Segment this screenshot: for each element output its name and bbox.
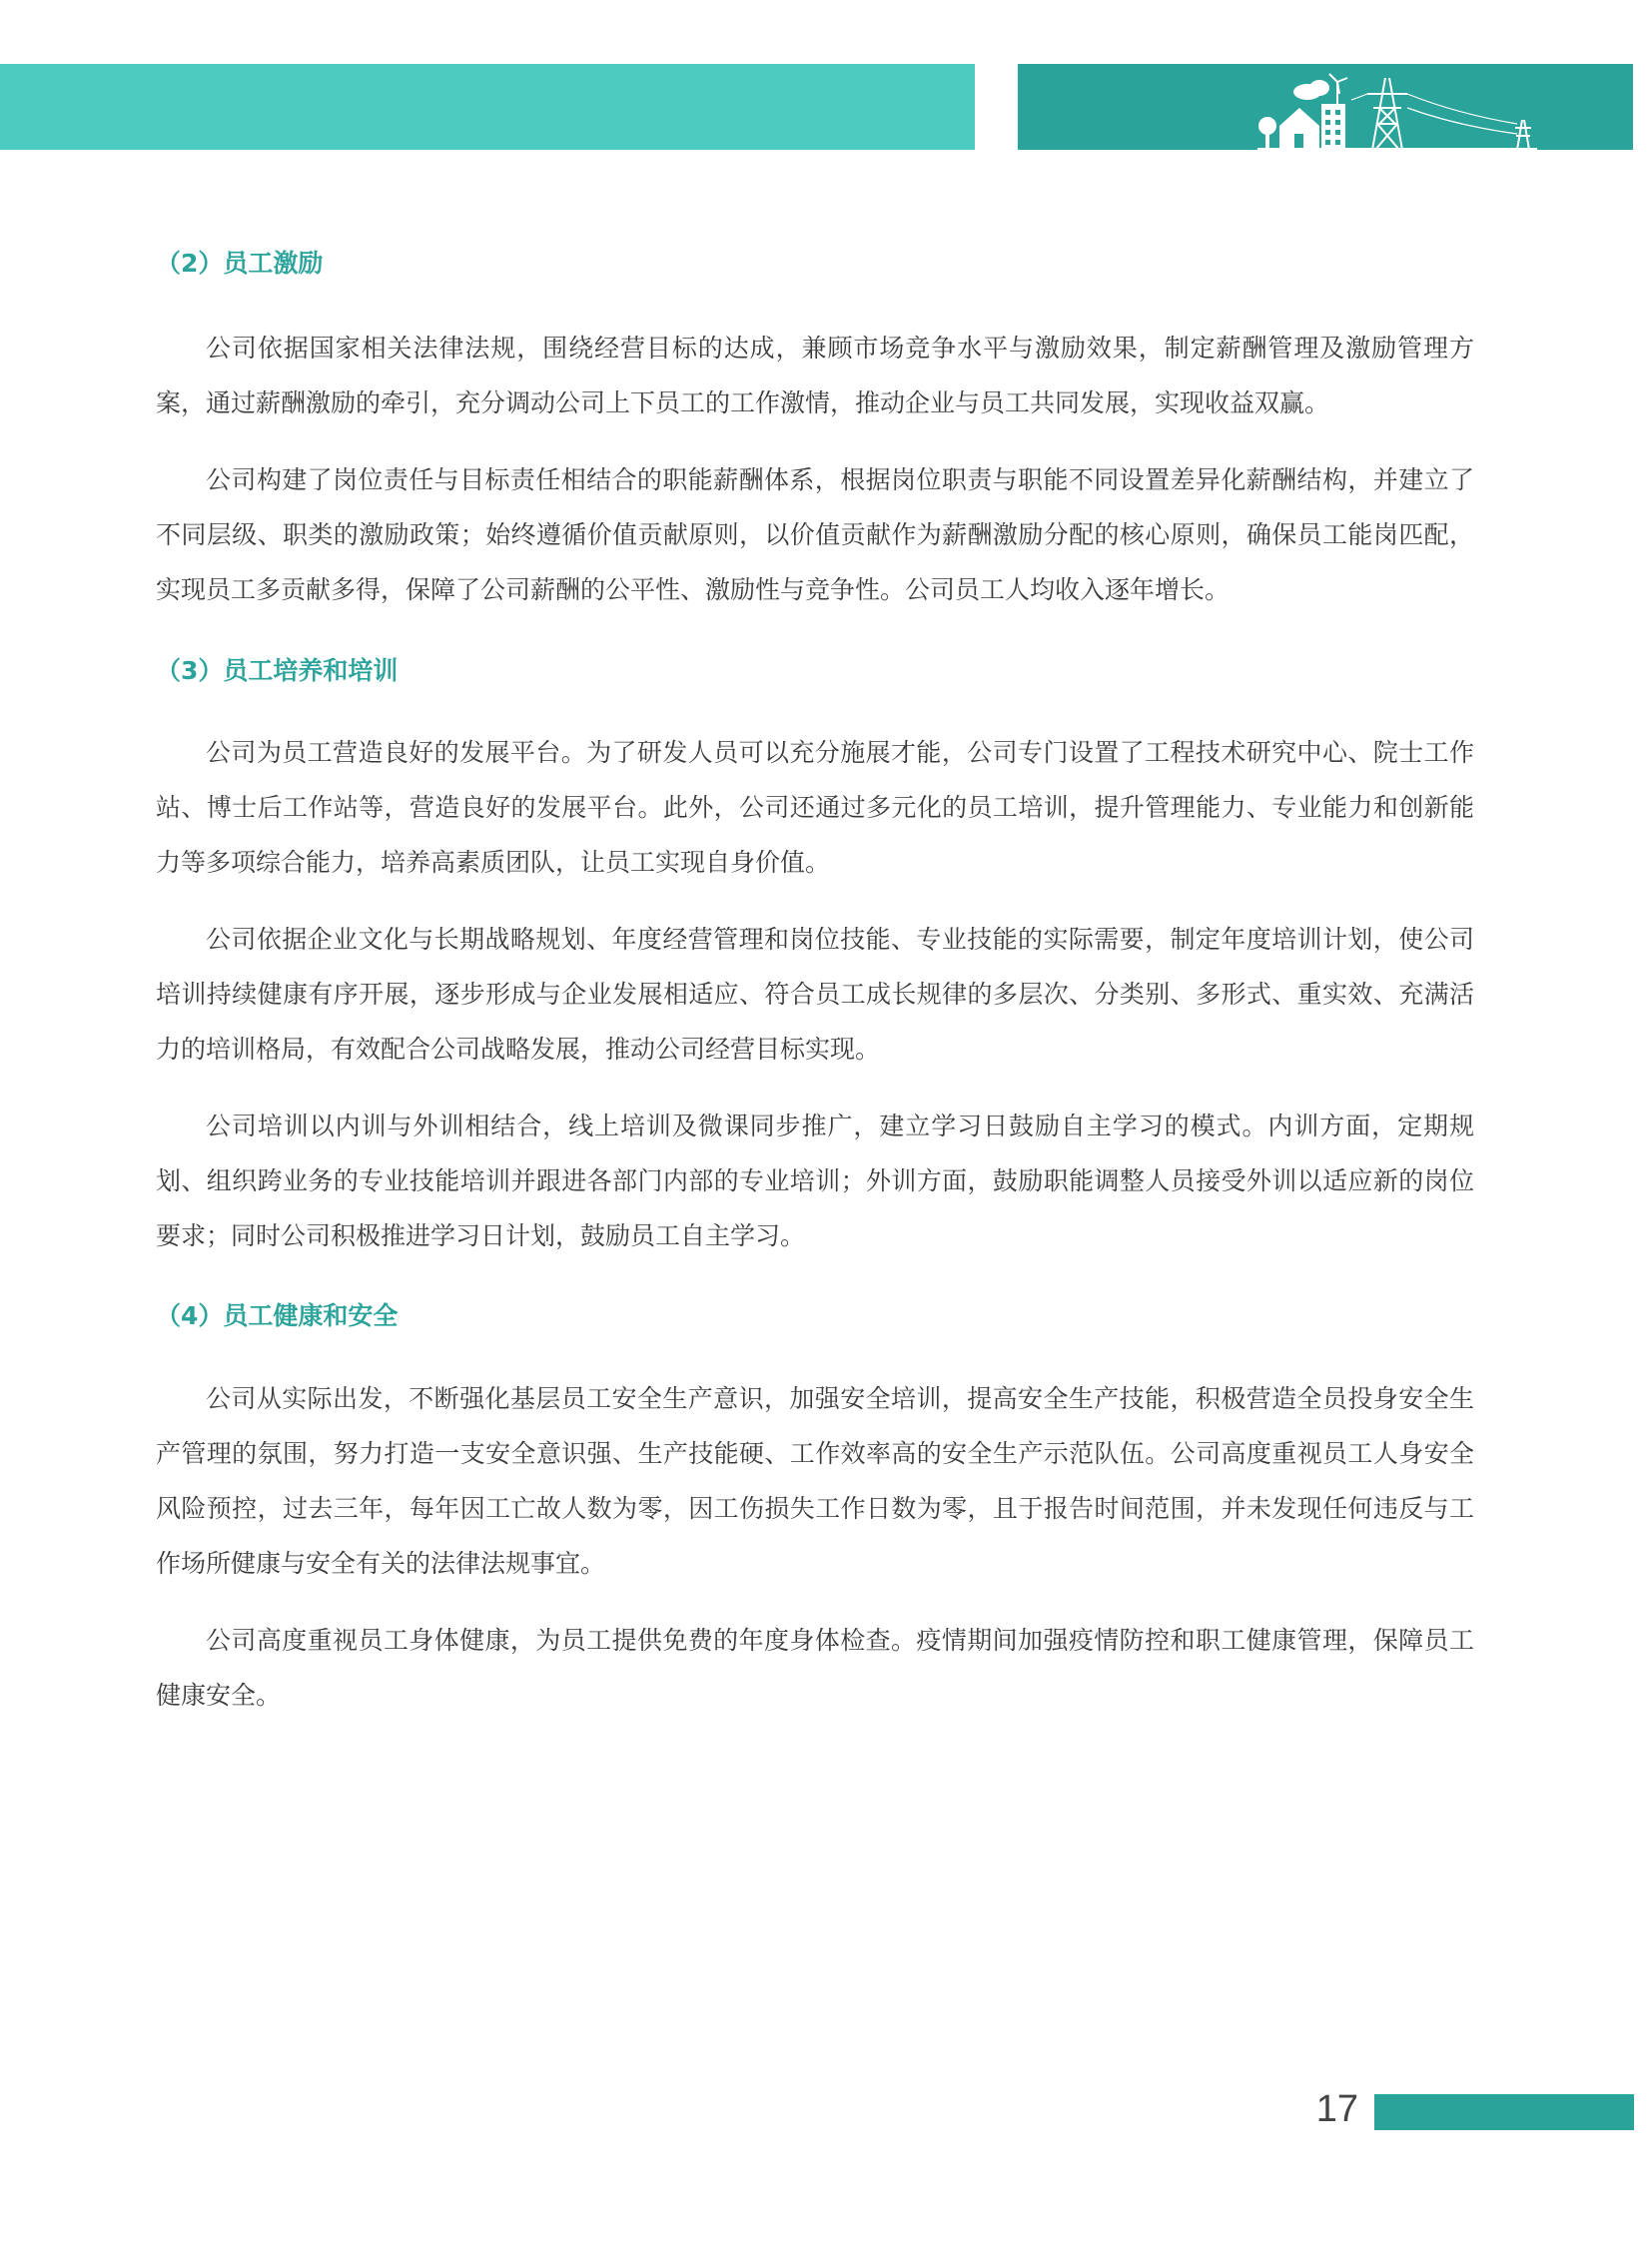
paragraph: 公司从实际出发，不断强化基层员工安全生产意识，加强安全培训，提高安全生产技能，积极营造全员投身安全生产管理的氛围，努力打造一支安全意识强、生产技能硬、工作效率高的安全生产示范队伍。公司高度重视员工人身安全风险预控，过去三年，每年因工亡故人数为零，因工伤损失工作日数为零，且于报告时间范围，并未发现任何违反与工作场所健康与安全有关的法律法规事宜。: [156, 1384, 1474, 1578]
main-content: [156, 236, 1474, 1723]
header-bar-left: [0, 64, 975, 150]
section-title-employee-incentives: （2）员工激励: [156, 249, 324, 278]
section-title-health-safety: （4）员工健康和安全: [156, 1301, 399, 1330]
paragraph: 公司高度重视员工身体健康，为员工提供免费的年度身体检查。疫情期间加强疫情防控和职工健康管理，保障员工健康安全。: [156, 1626, 1474, 1710]
paragraph: 公司为员工营造良好的发展平台。为了研发人员可以充分施展才能，公司专门设置了工程技术研究中心、院士工作站、博士后工作站等，营造良好的发展平台。此外，公司还通过多元化的员工培训，提升管理能力、专业能力和创新能力等多项综合能力，培养高素质团队，让员工实现自身价值。: [156, 738, 1474, 877]
paragraph: 公司依据企业文化与长期战略规划、年度经营管理和岗位技能、专业技能的实际需要，制定年度培训计划，使公司培训持续健康有序开展，逐步形成与企业发展相适应、符合员工成长规律的多层次、分类别、多形式、重实效、充满活力的培训格局，有效配合公司战略发展，推动公司经营目标实现。: [156, 925, 1474, 1064]
header-bar-right: [1018, 64, 1633, 150]
paragraph: 公司培训以内训与外训相结合，线上培训及微课同步推广，建立学习日鼓励自主学习的模式。内训方面，定期规划、组织跨业务的专业技能培训并跟进各部门内部的专业培训；外训方面，鼓励职能调整人员接受外训以适应新的岗位要求；同时公司积极推进学习日计划，鼓励员工自主学习。: [156, 1112, 1474, 1250]
page-number: 17: [1315, 2088, 1358, 2130]
paragraph: 公司构建了岗位责任与目标责任相结合的职能薪酬体系，根据岗位职责与职能不同设置差异化薪酬结构，并建立了不同层级、职类的激励政策；始终遵循价值贡献原则，以价值贡献作为薪酬激励分配的核心原则，确保员工能岗匹配，实现员工多贡献多得，保障了公司薪酬的公平性、激励性与竞争性。公司员工人均收入逐年增长。: [156, 465, 1474, 604]
city-power-skyline-icon: [1018, 64, 1633, 150]
paragraph: 公司依据国家相关法律法规，围绕经营目标的达成，兼顾市场竞争水平与激励效果，制定薪酬管理及激励管理方案，通过薪酬激励的牵引，充分调动公司上下员工的工作激情，推动企业与员工共同发展，实现收益双赢。: [156, 334, 1474, 417]
section-title-employee-training: （3）员工培养和培训: [156, 656, 399, 685]
footer-bar: [1374, 2094, 1634, 2130]
